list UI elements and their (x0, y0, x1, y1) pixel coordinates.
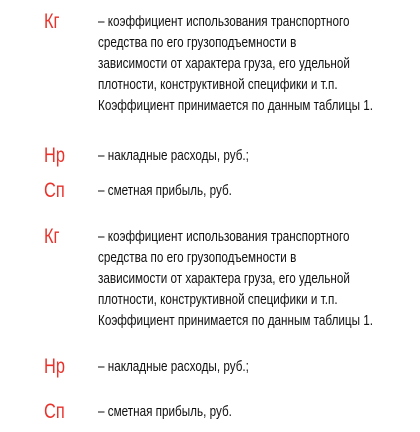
symbol-kg: Кг (44, 10, 60, 33)
description-sp (98, 401, 402, 422)
description-line: – коэффициент использования транспортного (98, 228, 350, 245)
description-line: Коэффициент принимается по данным таблицы 1. (98, 97, 374, 114)
description-line: – накладные расходы, руб.; (98, 147, 249, 164)
description-line: средства по его грузоподъемности в (98, 249, 297, 266)
description-nr (98, 145, 402, 166)
symbol-nr: Нр (44, 355, 65, 378)
symbol-nr: Нр (44, 144, 65, 167)
description-line: зависимости от характера груза, его удельной (98, 55, 350, 72)
description-nr (98, 356, 402, 377)
symbol-sp: Сп (44, 400, 65, 423)
description-line: – коэффициент использования транспортного (98, 13, 350, 30)
description-kg (98, 11, 402, 116)
description-sp (98, 180, 402, 201)
description-line: плотности, конструктивной специфики и т.п. (98, 76, 338, 93)
symbol-sp: Сп (44, 179, 65, 202)
description-line: – сметная прибыль, руб. (98, 403, 232, 420)
description-line: Коэффициент принимается по данным таблицы 1. (98, 312, 374, 329)
description-kg (98, 226, 402, 331)
description-line: зависимости от характера груза, его удельной (98, 270, 350, 287)
symbol-kg: Кг (44, 225, 60, 248)
description-line: средства по его грузоподъемности в (98, 34, 297, 51)
description-line: – сметная прибыль, руб. (98, 182, 232, 199)
description-line: плотности, конструктивной специфики и т.п. (98, 291, 338, 308)
description-line: – накладные расходы, руб.; (98, 358, 249, 375)
